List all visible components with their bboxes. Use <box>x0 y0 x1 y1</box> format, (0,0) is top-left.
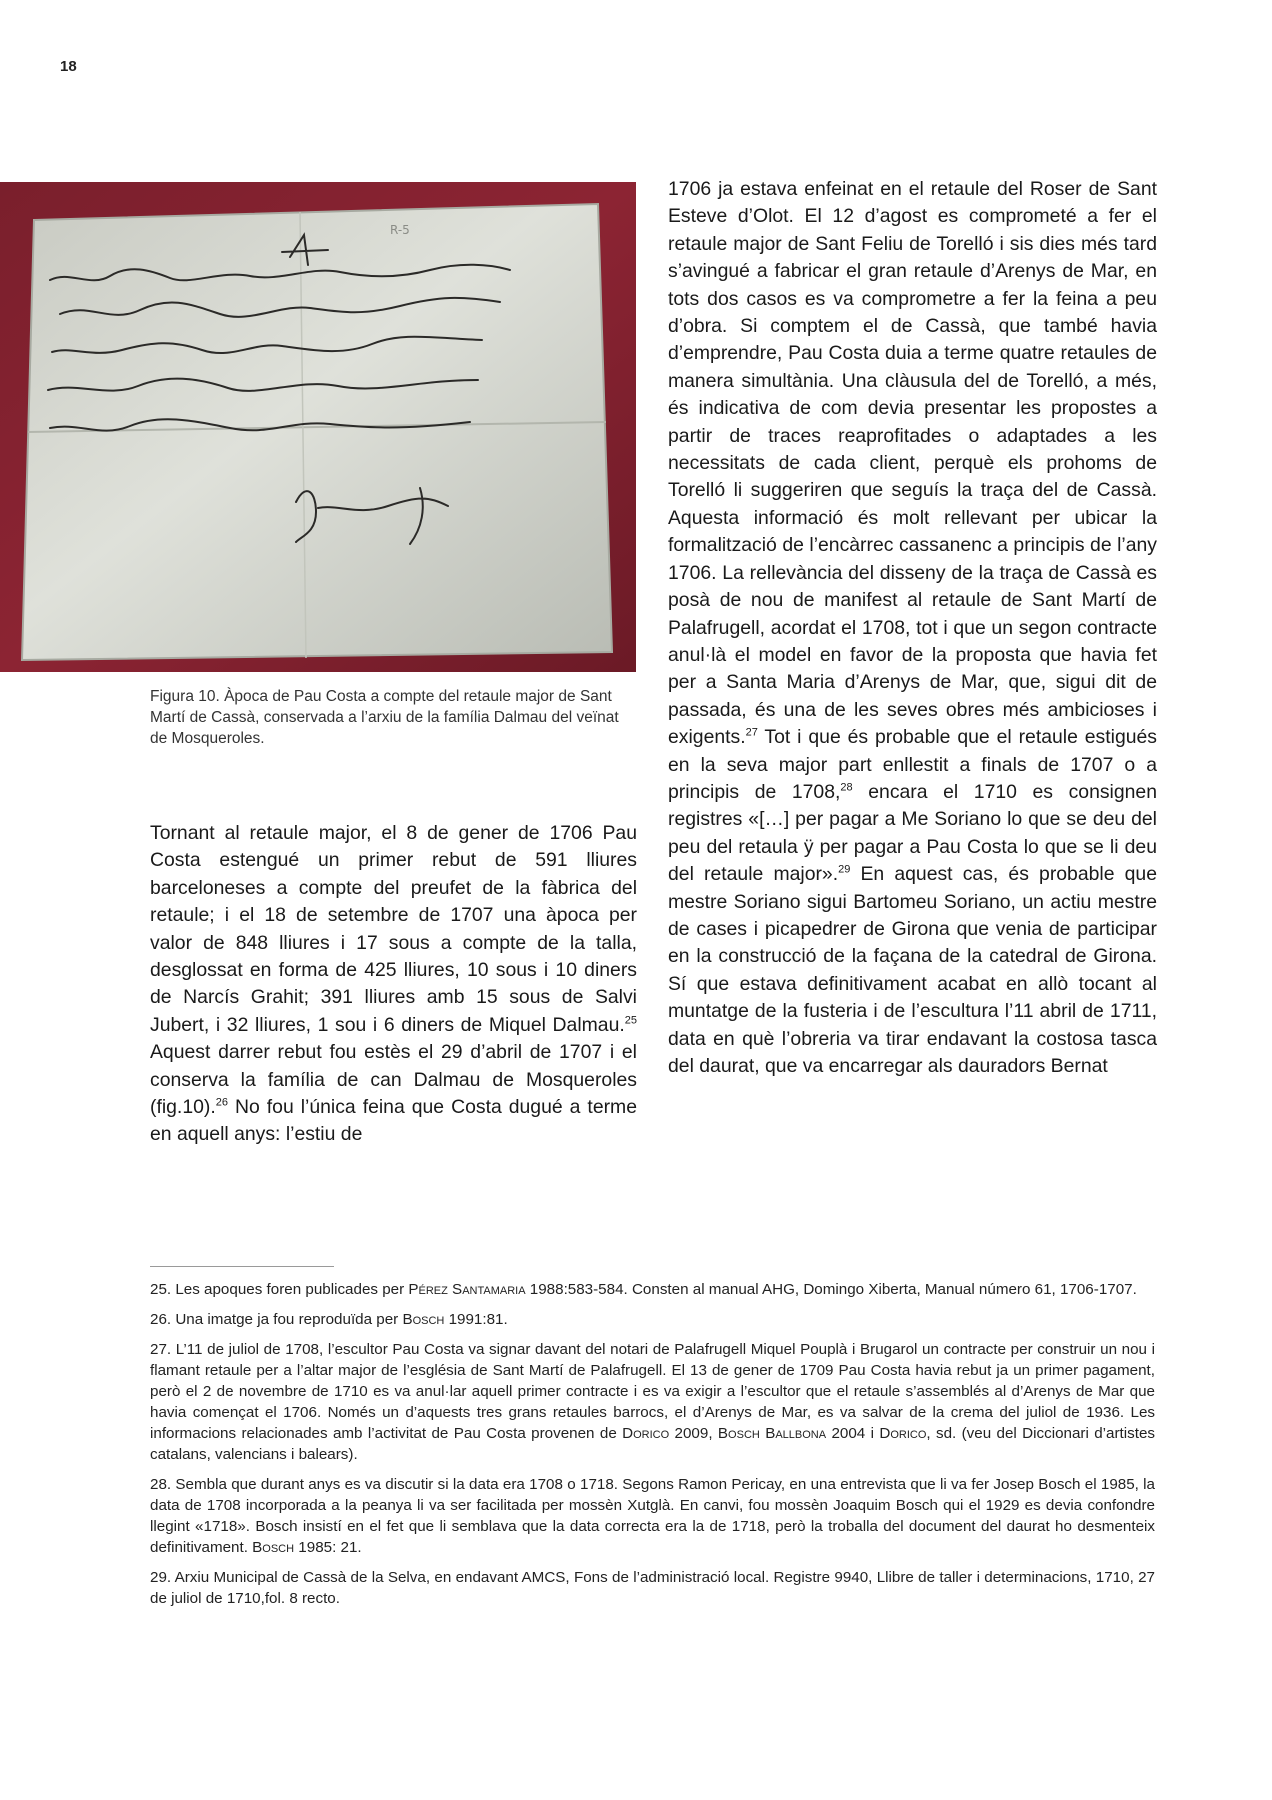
figure-photo <box>0 182 636 672</box>
body-paragraph: 1706 ja estava enfeinat en el retaule del Roser de Sant Esteve d’Olot. El 12 d’agost es comprometé a fer el retaule major de Sant Feliu de Torelló i sis dies més tard s’avingué a fabricar el gran retaule d’Arenys de Mar, en tots dos casos es va comprometre a fer la feina a peu d’obra. Si comptem el de Cassà, que també havia d’emprendre, Pau Costa duia a terme quatre retaules de manera simultània. Una clàusula del de Torelló, a més, és indicativa de com devia presentar les propostes a partir de traces reaprofitades o adaptades a les necessitats de cada client, perquè els prohoms de Torelló li suggeriren que seguís la traça del de Cassà. Aquesta informació és molt rellevant per ubicar la formalització de l’encàrrec cassanenc a principis de l’any 1706. La rellevància del disseny de la traça de Cassà es posà de nou de manifest al retaule de Sant Martí de Palafrugell, acordat el 1708, tot i que un segon contracte anul·là el model en favor de la proposta que havia fet per a Santa Maria d’Arenys de Mar, que, sigui dit de passada, és una de les seves obres més ambicioses i exigents.$^{27}$ Tot i que és probable que el retaule estigués en la seva major part enllestit a finals de 1707 o a principis de 1708,28 encara el 1710 es consignen registres «[…] per pagar a Me Soriano lo que se deu del peu del retaula ÿ per pagar a Pau Costa lo que se li deu del retaule major».$^{29}$ En aquest cas, és probable que mestre Soriano sigui Bartomeu Soriano, un actiu mestre de cases i picapedrer de Girona que venia de participar en la construcció de la façana de la catedral de Girona. Sí que estava definitivament acabat en allò tocant al muntatge de la fusteria i de l’escultura l’11 abril de 1711, data en què l’obreria va tirar endavant la costosa tasca del daurat, que va encarregar als dauradors Bernat <box>668 178 1157 1077</box>
footnote-ref-26[interactable]: 26 <box>215 1096 228 1109</box>
footnote-ref-25[interactable]: 25 <box>624 1014 637 1027</box>
footnote-25: 25. Les apoques foren publicades per Pérez Santamaria 1988:583-584. Consten al manual AHG, Domingo Xiberta, Manual número 61, 1706-1707. <box>150 1281 1137 1298</box>
footnote-ref-28[interactable]: 28 <box>840 781 853 794</box>
footnote-ref-27[interactable]: 27 <box>745 726 758 739</box>
footnotes <box>150 1279 1155 1618</box>
body-paragraph: Tornant al retaule major, el 8 de gener de 1706 Pau Costa estengué un primer rebut de 591 lliures barceloneses a compte del preufet de la fàbrica del retaule; i el 18 de setembre de 1707 una àpoca per valor de 848 lliures i 17 sous a compte de la talla, desglossat en forma de 425 lliures, 10 sous i 10 diners de Narcís Grahit; 391 lliures amb 15 sous de Salvi Jubert, i 32 lliures, 1 sou i 6 diners de Miquel Dalmau.$^{25}$ Aquest darrer rebut fou estès el 29 d’abril de 1707 i el conserva la família de can Dalmau de Mosqueroles (fig.10).$^{26}$ No fou l’única feina que Costa dugué a terme en aquell anys: l’estiu de <box>150 822 637 1146</box>
footnote-28: 28. Sembla que durant anys es va discutir si la data era 1708 o 1718. Segons Ramon Pericay, en una entrevista que li va fer Josep Bosch el 1985, la data de 1708 incorporada a la peanya li va ser facilitada per mossèn Xutglà. En canvi, fou mossèn Joaquim Bosch qui el 1929 es devia confondre llegint «1718». Bosch insistí en el fet que li semblava que la data correcta era la de 1718, però la troballa del document del daurat ho desmenteix definitivament. Bosch 1985: 21. <box>150 1476 1155 1556</box>
figure-caption: Figura 10. Àpoca de Pau Costa a compte del retaule major de Sant Martí de Cassà, conservada a l’arxiu de la família Dalmau del veïnat de Mosqueroles. <box>150 688 619 747</box>
corner-mark: R-5 <box>390 223 410 237</box>
footnote-26: 26. Una imatge ja fou reproduïda per Bosch 1991:81. <box>150 1311 508 1328</box>
handwritten-receipt-photo-icon <box>0 182 636 672</box>
footnote-27: 27. L’11 de juliol de 1708, l’escultor Pau Costa va signar davant del notari de Palafrugell Miquel Pouplà i Brugarol un contracte per construir un nou i flamant retaule per a l’altar major de l’església de Sant Martí de Palafrugell. El 13 de gener de 1709 Pau Costa havia rebut ja un primer pagament, però el 2 de novembre de 1710 es va anul·lar aquell primer contracte i es va exigir a l’escultor que el retaule s’assemblés al d’Arenys de Mar que havia començat el 1706. Només un d’aquests tres grans retaules barrocs, el d’Arenys de Mar, es va salvar de la crema del juliol de 1936. Les informacions relacionades amb l’activitat de Pau Costa provenen de Dorico 2009, Bosch Ballbona 2004 i Dorico, sd. (veu del Diccionari d’artistes catalans, valencians i balears). <box>150 1341 1155 1463</box>
body-column-right <box>668 176 1157 1080</box>
page-number: 18 <box>60 58 77 75</box>
footnote-29: 29. Arxiu Municipal de Cassà de la Selva, en endavant AMCS, Fons de l’administració local. Registre 9940, Llibre de taller i determinacions, 1710, 27 de juliol de 1710,fol. 8 recto. <box>150 1569 1155 1607</box>
footnote-ref-29[interactable]: 29 <box>838 863 851 876</box>
footnote-divider <box>150 1266 334 1267</box>
body-column-left <box>150 820 637 1149</box>
